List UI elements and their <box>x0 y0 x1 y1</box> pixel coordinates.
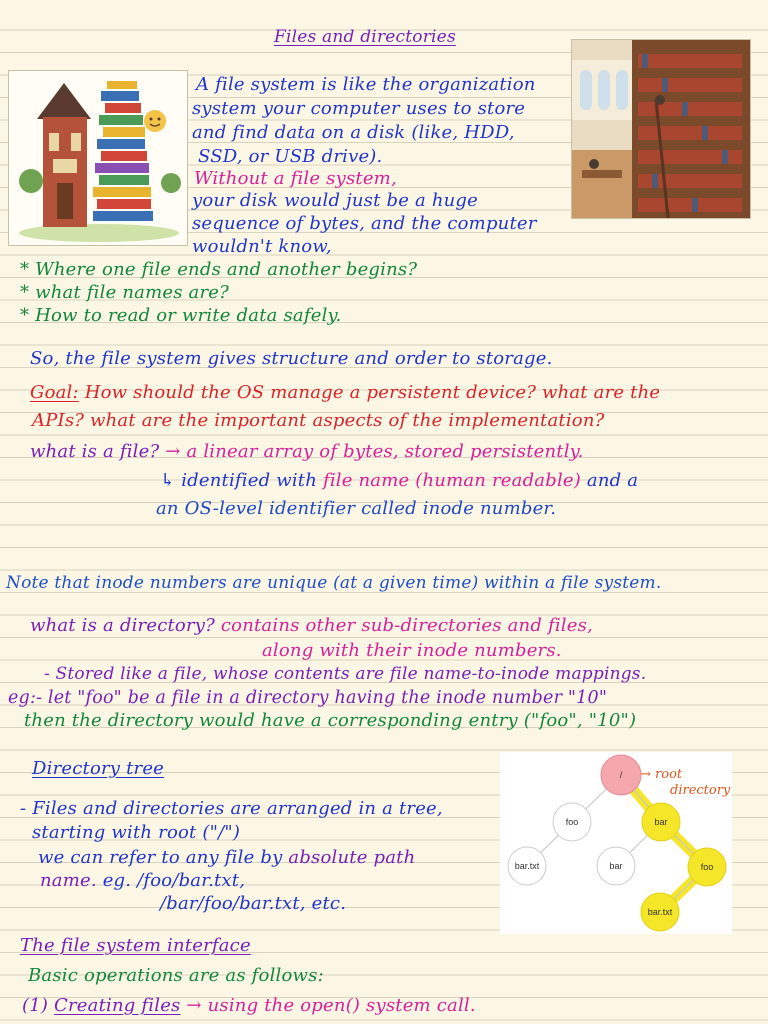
directory-storage: - Stored like a file, whose contents are file name-to-inode mappings. <box>44 664 647 684</box>
tree-node-label: bar <box>609 861 623 871</box>
goal-label: Goal: <box>30 382 79 403</box>
absolute-path-example-1: eg. /foo/bar.txt, <box>102 870 246 891</box>
file-name-human: file name (human readable) <box>322 470 581 491</box>
goal-text-1: How should the OS manage a persistent device? what are the <box>84 382 661 403</box>
operation-number: (1) <box>22 995 49 1016</box>
note-line: Note that inode numbers are unique (at a given time) within a file system. <box>6 573 662 593</box>
operation-name: Creating files <box>54 995 181 1016</box>
tree-text-1: - Files and directories are arranged in a tree, <box>20 798 443 819</box>
intro-line-5: Without a file system, <box>194 168 397 189</box>
bullet-item: * Where one file ends and another begins? <box>20 259 418 280</box>
intro-line-6: your disk would just be a huge <box>192 190 478 211</box>
absolute-path-example-2: /bar/foo/bar.txt, etc. <box>160 893 347 914</box>
tree-node-label: foo <box>565 817 579 827</box>
root-label: / <box>619 770 623 780</box>
file-identified: ↳ identified with <box>160 470 318 491</box>
intro-line-3: and find data on a disk (like, HDD, <box>192 122 515 143</box>
example-line-1: eg:- let "foo" be a file in a directory having the inode number "10" <box>8 688 608 708</box>
file-and: and a <box>586 470 639 491</box>
directory-answer-1: contains other sub-directories and files, <box>220 615 593 636</box>
tree-node-label: bar <box>654 817 668 827</box>
tree-node-label: bar.txt <box>514 861 540 871</box>
page-title: Files and directories <box>274 27 456 47</box>
goal-text-2: APIs? what are the important aspects of the implementation? <box>32 410 605 431</box>
bullet-item: * How to read or write data safely. <box>20 305 342 326</box>
absolute-path-term: absolute path <box>288 847 416 868</box>
intro-line-8: wouldn't know, <box>192 236 332 257</box>
directory-question: what is a directory? <box>30 615 215 636</box>
tree-node-label: bar.txt <box>647 907 673 917</box>
tree-node-label: foo <box>700 862 714 872</box>
example-line-2: then the directory would have a corresponding entry ("foo", "10") <box>24 710 637 731</box>
tree-text-2: starting with root ("/") <box>32 822 241 843</box>
directory-tree-diagram <box>500 752 732 934</box>
directory-tree-heading: Directory tree <box>32 758 165 779</box>
file-answer: → a linear array of bytes, stored persistently. <box>165 441 584 462</box>
operation-description: → using the open() system call. <box>186 995 476 1016</box>
book-house-illustration <box>8 70 188 246</box>
absolute-path-text: we can refer to any file by <box>38 847 283 868</box>
intro-line-7: sequence of bytes, and the computer <box>192 213 537 234</box>
intro-line-4: SSD, or USB drive). <box>198 146 383 167</box>
interface-heading: The file system interface <box>20 935 251 956</box>
directory-answer-2: along with their inode numbers. <box>262 640 562 661</box>
intro-line-2: system your computer uses to store <box>192 98 526 119</box>
basic-operations: Basic operations are as follows: <box>28 965 324 986</box>
root-annotation-1: → root <box>640 767 683 782</box>
inode-definition: an OS-level identifier called inode number. <box>156 498 557 519</box>
absolute-path-name: name. <box>40 870 97 891</box>
structure-line: So, the file system gives structure and order to storage. <box>30 348 553 369</box>
intro-line-1: A file system is like the organization <box>196 74 536 95</box>
root-annotation-2: directory <box>670 783 731 798</box>
file-question: what is a file? <box>30 441 160 462</box>
library-illustration <box>571 39 751 219</box>
bullet-item: * what file names are? <box>20 282 230 303</box>
